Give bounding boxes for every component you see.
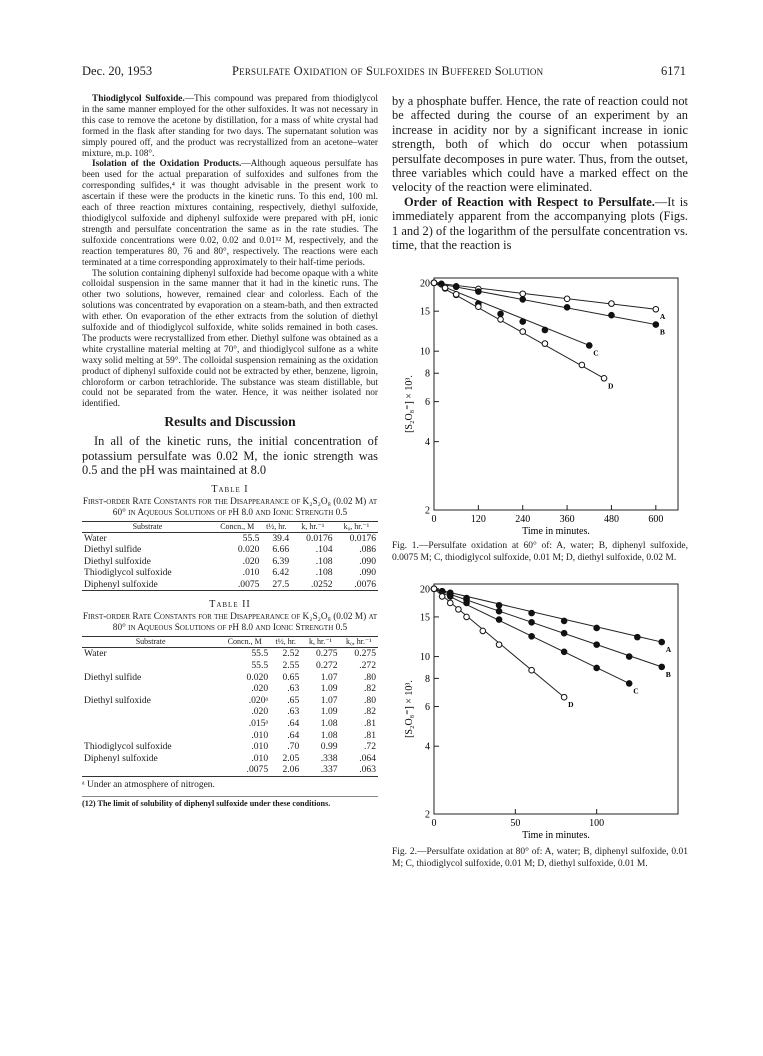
data-point-A <box>529 611 535 617</box>
y-tick-label: 20 <box>420 278 430 290</box>
paragraph: The solution containing diphenyl sulfoxide had become opaque with a white colloidal suspension in the same manner that it had in the kinetic runs. The other two solutions, however, remained clear and colorless. Each of the solutions was concentrated by evaporation on a steam-bath, and then extracted with ether. On evaporation of the ether extracts from the solution of diethyl sulfoxide and of thiodiglycol sulfoxide, white solids remained in both cases. The products were recrystallized from ether. Diethyl sulfone was obtained as a white crystalline material melting at 70°, and thiodiglycol sulfone as a white waxy solid melting at 59°. The colloidal suspension remaining as the oxidation product of diphenyl sulfoxide could not be extracted by ether, benzene, ligroin, chloroform or carbon tetrachloride. The substance was steam distillable, but could not be separated from the water. Hence, it was neither isolated nor identified. <box>82 268 378 410</box>
table-cell: 0.0176 <box>306 532 333 544</box>
table-row <box>82 695 378 707</box>
paragraph <box>82 94 378 159</box>
table-cell: 2.55 <box>282 660 300 672</box>
table-cell: .63 <box>287 706 300 718</box>
table-cell: Diphenyl sulfoxide <box>84 752 158 764</box>
table-cell <box>82 764 219 776</box>
data-point-D <box>431 586 437 592</box>
x-tick-label: 240 <box>515 514 531 526</box>
table-cell: 1.09 <box>320 706 338 718</box>
table-cell: .020 <box>242 555 260 567</box>
table-header-cell: k₀, hr.⁻¹ <box>335 521 378 532</box>
table-cell: .65 <box>287 694 300 706</box>
x-tick-label: 120 <box>470 514 486 526</box>
plot-frame <box>434 584 678 814</box>
data-point-B <box>564 305 570 311</box>
table-cell <box>82 706 219 718</box>
table-cell: .064 <box>359 752 376 764</box>
table-cell: 55.5 <box>242 532 260 544</box>
data-point-B <box>529 620 535 626</box>
data-point-B <box>520 297 526 303</box>
figure-2-caption: Fig. 2.—Persulfate oxidation at 80° of: A, water; B, diphenyl sulfoxide, 0.01 M; C, thiodiglycol sulfoxide, 0.01 M; D, diethyl sulfoxide, 0.01 M. <box>392 847 688 869</box>
table-title: First-order Rate Constants for the Disappearance of K₂S₂O₈ (0.02 M) at 60° in Aqueous Solutions of pH 8.0 and Ionic Strength 0.5 <box>82 496 378 518</box>
plot-frame <box>434 278 678 510</box>
data-point-C <box>561 649 567 655</box>
table-cell: .020 <box>251 683 269 695</box>
paragraph-heading: Order of Reaction with Respect to Persulfate. <box>404 194 655 209</box>
table-cell: .80 <box>364 671 376 683</box>
table-cell: 39.4 <box>272 532 290 544</box>
y-tick-label: 6 <box>425 397 430 409</box>
table-cell: .81 <box>364 729 376 741</box>
table-row <box>82 660 378 672</box>
data-point-C <box>626 681 632 687</box>
data-point-D <box>456 607 462 613</box>
table-cell: 0.99 <box>320 741 338 753</box>
table-cell: .64 <box>287 729 300 741</box>
table-cell: Diethyl sulfoxide <box>84 555 151 567</box>
data-point-B <box>609 313 615 319</box>
paragraph: In all of the kinetic runs, the initial concentration of potassium persulfate was 0.02 M, the ionic strength was 0.5 and the pH was maintained at 8.0 <box>82 434 378 478</box>
data-point-B <box>476 289 482 295</box>
data-point-D <box>542 341 548 347</box>
table-row <box>82 730 378 742</box>
y-tick-label: 6 <box>425 702 430 714</box>
header-page-number: 6171 <box>661 64 686 78</box>
series-label-D: D <box>568 700 574 710</box>
table-cell: .337 <box>301 764 339 776</box>
y-tick-label: 4 <box>425 742 430 754</box>
y-tick-label: 15 <box>420 612 430 624</box>
paragraph-heading: Isolation of the Oxidation Products. <box>92 159 242 170</box>
paragraph-body: —It is immediately apparent from the accompanying plots (Figs. 1 and 2) of the logarithm of the persulfate concentration vs. time, that the reaction is <box>392 194 688 253</box>
table-cell: 0.275 <box>315 648 338 660</box>
figure-2 <box>392 570 688 870</box>
table-cell <box>82 660 219 672</box>
data-point-C <box>496 617 502 623</box>
x-tick-label: 480 <box>603 514 619 526</box>
header-date: Dec. 20, 1953 <box>82 64 153 78</box>
table-cell: 2.06 <box>270 764 301 776</box>
data-point-A <box>609 301 615 307</box>
x-tick-label: 100 <box>589 818 605 830</box>
figure-2-chart <box>392 570 688 842</box>
paragraph-body: —This compound was prepared from thiodiglycol in the same manner employed for the other sulfoxides. It was not necessary in this case to remove the acetone by distillation, for a mass of white crystal had formed in the flask after standing for two days. The supernatant solution was simply poured off, and the product was recrystallized from an acetone–water mixture, m.p. 108°. <box>82 94 378 159</box>
table-cell: .090 <box>359 555 376 567</box>
table-cell: .010 <box>251 741 269 753</box>
data-point-B <box>659 665 665 671</box>
table-cell: .0075 <box>219 764 270 776</box>
data-point-C <box>594 666 600 672</box>
table-cell: 0.275 <box>354 648 376 660</box>
table-cell: 0.272 <box>315 660 338 672</box>
right-column <box>392 94 688 870</box>
table-cell: .272 <box>359 660 376 672</box>
figure-1-caption: Fig. 1.—Persulfate oxidation at 60° of: A, water; B, diphenyl sulfoxide, 0.0075 M; C, thiodiglycol sulfoxide, 0.01 M; D, diethyl sulfoxide, 0.02 M. <box>392 541 688 563</box>
data-point-A <box>564 297 570 303</box>
table-cell: Diphenyl sulfoxide <box>82 579 213 591</box>
table-cell: 6.42 <box>272 567 290 579</box>
data-point-D <box>453 292 459 298</box>
data-point-D <box>529 668 535 674</box>
table-row <box>82 556 378 568</box>
table-header-cell: t½, hr. <box>270 637 301 648</box>
paragraph: by a phosphate buffer. Hence, the rate of reaction could not be affected during the course of an experiment by an increase in acidity nor by a significant increase in ionic strength, both of which do occur when potassium persulfate decomposes in pure water. Thus, from the outset, three variables which could have a marked effect on the velocity of the reaction were eliminated. <box>392 94 688 195</box>
data-point-D <box>480 629 486 635</box>
table-cell: 6.39 <box>272 555 290 567</box>
table-cell: 55.5 <box>251 660 269 672</box>
data-point-D <box>447 601 453 607</box>
table-row <box>82 718 378 730</box>
table-cell: 1.09 <box>320 683 338 695</box>
footnote: (12) The limit of solubility of diphenyl sulfoxide under these conditions. <box>82 796 378 809</box>
table-cell: .81 <box>364 718 376 730</box>
y-tick-label: 10 <box>420 652 430 664</box>
data-point-C <box>498 312 504 318</box>
y-tick-label: 2 <box>425 505 430 517</box>
table-cell: Thiodiglycol sulfoxide <box>84 741 172 753</box>
y-tick-label: 2 <box>425 809 430 821</box>
figure-1 <box>392 260 688 564</box>
data-point-D <box>496 642 502 648</box>
table-cell: 1.07 <box>320 671 338 683</box>
table-cell: .0075 <box>213 579 262 591</box>
table-row <box>82 753 378 765</box>
table-cell: .72 <box>364 741 376 753</box>
table-label: Table II <box>209 599 251 611</box>
table-title: First-order Rate Constants for the Disappearance of K₂S₂O₈ (0.02 M) at 80° in Aqueous Solutions of pH 8.0 and Ionic Strength 0.5 <box>82 612 378 634</box>
table-cell: 1.08 <box>320 729 338 741</box>
table-cell: Water <box>84 532 107 544</box>
table-cell: Diethyl sulfide <box>84 671 142 683</box>
x-tick-label: 50 <box>510 818 521 830</box>
paragraph <box>392 195 688 253</box>
rate-table-60 <box>82 521 378 592</box>
data-point-C <box>520 319 526 325</box>
table-cell: Diethyl sulfoxide <box>84 694 151 706</box>
table-cell: .80 <box>364 694 376 706</box>
series-label-B: B <box>659 328 665 338</box>
x-tick-label: 0 <box>431 514 437 526</box>
table-row <box>82 741 378 753</box>
series-label-A: A <box>659 312 666 322</box>
table-cell: .108 <box>315 555 333 567</box>
x-axis-label: Time in minutes. <box>522 526 590 537</box>
data-point-A <box>594 626 600 632</box>
table-header-cell: k, hr.⁻¹ <box>291 521 334 532</box>
table-cell: 27.5 <box>261 579 291 591</box>
table-header-cell: Substrate <box>82 637 219 648</box>
table-row <box>82 648 378 660</box>
table-cell: .70 <box>287 741 300 753</box>
table-cell: Diethyl sulfide <box>84 544 142 556</box>
table-row <box>82 764 378 776</box>
table-row <box>82 683 378 695</box>
data-point-B <box>594 642 600 648</box>
x-tick-label: 360 <box>559 514 575 526</box>
table-cell <box>82 730 219 742</box>
data-point-D <box>561 695 567 701</box>
table-cell: 2.52 <box>282 648 300 660</box>
x-tick-label: 0 <box>431 818 437 830</box>
running-header <box>82 64 686 80</box>
table-label: Table I <box>211 483 249 495</box>
series-label-B: B <box>665 670 671 680</box>
table-cell: .086 <box>359 544 376 556</box>
table-cell: 0.0176 <box>349 532 376 544</box>
series-label-C: C <box>633 686 639 696</box>
table-row <box>82 532 378 544</box>
table-cell: 2.05 <box>282 752 300 764</box>
data-point-D <box>439 594 445 600</box>
data-point-B <box>496 609 502 615</box>
table-cell: 55.5 <box>251 648 269 660</box>
table-cell: 0.65 <box>282 671 300 683</box>
data-point-A <box>561 619 567 625</box>
table-cell: .010 <box>251 752 269 764</box>
data-point-C <box>464 601 470 607</box>
table-cell: .020 <box>251 706 269 718</box>
series-line-B <box>434 283 656 325</box>
table-cell: 6.66 <box>272 544 290 556</box>
data-point-B <box>453 285 459 291</box>
data-point-B <box>653 322 659 328</box>
table-cell: .108 <box>315 567 333 579</box>
data-point-A <box>659 640 665 646</box>
data-point-C <box>529 634 535 640</box>
table-row <box>82 672 378 684</box>
table-cell: .010 <box>251 729 269 741</box>
data-point-A <box>496 603 502 609</box>
data-point-D <box>476 304 482 310</box>
x-tick-label: 600 <box>648 514 664 526</box>
data-point-D <box>579 363 585 369</box>
paragraph <box>82 159 378 268</box>
series-label-D: D <box>608 381 614 391</box>
series-label-C: C <box>593 348 599 358</box>
table-cell: .063 <box>340 764 378 776</box>
data-point-D <box>498 317 504 323</box>
table-cell: .64 <box>287 718 300 730</box>
table-row <box>82 579 378 591</box>
header-title: Persulfate Oxidation of Sulfoxides in Buffered Solution <box>232 64 544 78</box>
left-column <box>82 94 378 809</box>
data-point-B <box>561 631 567 637</box>
data-point-D <box>442 286 448 292</box>
y-tick-label: 4 <box>425 437 430 449</box>
data-point-D <box>601 376 607 382</box>
table-cell: .82 <box>364 706 376 718</box>
data-point-C <box>542 328 548 334</box>
table-cell: 0.020 <box>237 544 260 556</box>
y-tick-label: 10 <box>420 347 430 359</box>
table-cell: .82 <box>364 683 376 695</box>
data-point-C <box>447 594 453 600</box>
y-tick-label: 8 <box>425 674 430 686</box>
figure-1-chart <box>392 260 688 536</box>
y-axis-label: [S₂O₈⁼] × 10³. <box>404 375 415 434</box>
table-header-cell: Concn., M <box>213 521 262 532</box>
y-tick-label: 8 <box>425 369 430 381</box>
table-cell: .338 <box>320 752 338 764</box>
data-point-C <box>586 343 592 349</box>
data-point-A <box>653 307 659 313</box>
table-cell: .104 <box>315 544 333 556</box>
table-cell <box>82 683 219 695</box>
table-header-cell: Substrate <box>82 521 213 532</box>
y-axis-label: [S₂O₈⁼] × 10³. <box>404 680 415 739</box>
table-cell: Water <box>84 648 107 660</box>
data-point-A <box>520 291 526 297</box>
table-cell: .0252 <box>291 579 334 591</box>
table-cell: Thiodiglycol sulfoxide <box>84 567 172 579</box>
table-row <box>82 544 378 556</box>
table-cell: .020ᵃ <box>248 694 269 706</box>
data-point-D <box>520 329 526 335</box>
x-axis-label: Time in minutes. <box>522 830 590 842</box>
y-tick-label: 15 <box>420 307 430 319</box>
section-heading: Results and Discussion <box>164 414 296 430</box>
table-cell: .0076 <box>335 579 378 591</box>
table-cell: .63 <box>287 683 300 695</box>
table-row <box>82 706 378 718</box>
table-cell: .015ᵃ <box>248 718 269 730</box>
table-cell: 1.07 <box>320 694 338 706</box>
data-point-D <box>431 280 437 286</box>
y-tick-label: 20 <box>420 584 430 596</box>
table-cell: 1.08 <box>320 718 338 730</box>
table-cell: .010 <box>242 567 260 579</box>
data-point-A <box>635 635 641 641</box>
table-cell: .090 <box>359 567 376 579</box>
table-header-cell: t½, hr. <box>261 521 291 532</box>
table-header-cell: k₀, hr.⁻¹ <box>340 637 378 648</box>
table-header-cell: Concn., M <box>219 637 270 648</box>
table-row <box>82 567 378 579</box>
rate-table-80 <box>82 636 378 777</box>
table-note: ᵃ Under an atmosphere of nitrogen. <box>82 780 215 790</box>
data-point-B <box>626 654 632 660</box>
table-cell <box>82 718 219 730</box>
table-header-cell: k, hr.⁻¹ <box>301 637 339 648</box>
paragraph-body: —Although aqueous persulfate has been used for the actual preparation of sulfoxides and sulfones from the corresponding sulfides,⁴ it was thought advisable in the present work to ascertain if these were the products in the kinetic runs. To this end, 100 ml. each of three reaction mixtures containing, respectively, diethyl sulfoxide, thiodiglycol sulfoxide and diphenyl sulfoxide were prepared with pH, ionic strength and persulfate concentration the same as in the rate studies. The sulfoxide concentrations were 0.02, 0.02 and 0.01¹² M, respectively, and the reaction temperatures 80, 76 and 80°, respectively. The reactions were each terminated at a time corresponding approximately to their half-time periods. <box>82 159 379 268</box>
series-label-A: A <box>665 645 672 655</box>
data-point-D <box>464 615 470 621</box>
series-line-D <box>434 283 604 378</box>
paragraph-heading: Thiodiglycol Sulfoxide. <box>92 94 185 104</box>
table-cell: 0.020 <box>246 671 269 683</box>
